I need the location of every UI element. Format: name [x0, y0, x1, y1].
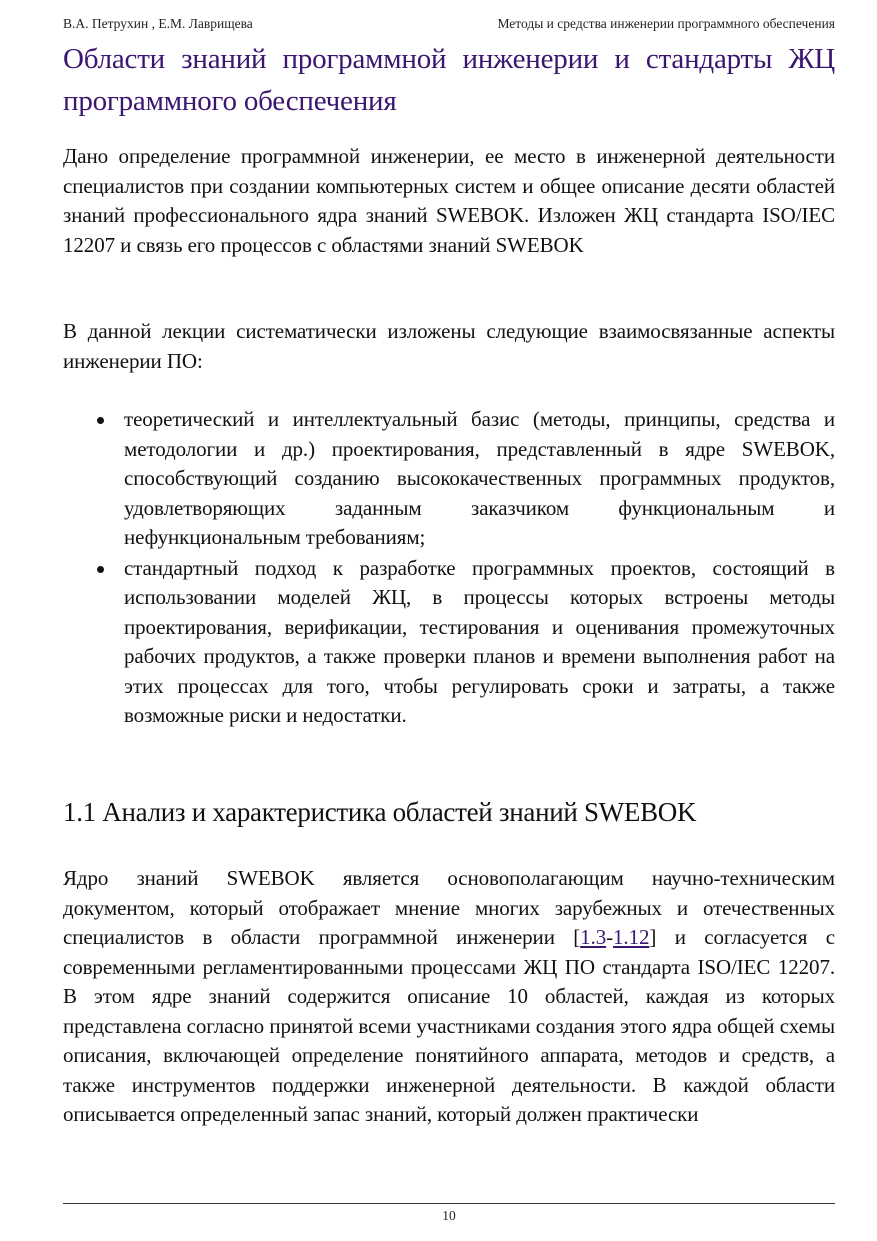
header-authors: В.А. Петрухин , Е.М. Лаврищева — [63, 16, 253, 31]
section-text-part-1: Ядро знаний SWEBOK является основополагающим научно-техническим документом, который отображает мнение многих зарубежных и отечественных специалистов в области программной инженерии [ — [63, 866, 835, 949]
chapter-title: Области знаний программной инженерии и стандарты ЖЦ программного обеспечения — [63, 43, 835, 117]
aspects-list — [63, 405, 835, 732]
footer-divider — [63, 1203, 835, 1204]
bullet-icon — [97, 566, 104, 573]
list-item — [63, 405, 835, 553]
header-course-title: Методы и средства инженерии программного обеспечения — [497, 16, 835, 31]
section-text-part-2: ] и согласуется с современными регламентированными процессами ЖЦ ПО стандарта ISO/IEC 12207. В этом ядре знаний содержится описание 10 областей, каждая из которых представлена согласно принятой всеми участниками создания этого ядра общей схемы описания, включающей определение понятийного аппарата, методов и средств, а также инструментов поддержки инженерной деятельности. В каждой области описывается определенный запас знаний, который должен практически — [63, 925, 835, 1126]
list-item-text: теоретический и интеллектуальный базис (методы, принципы, средства и методологии и др.) проектирования, представленный в ядре SWEBOK, способствующий созданию высококачественных программных продуктов, удовлетворяющих заданным заказчиком функциональным и нефункциональным требованиям; — [124, 407, 835, 549]
section-paragraph — [63, 864, 835, 1130]
reference-dash: - — [606, 925, 614, 949]
document-page — [63, 0, 835, 1241]
reference-link-end[interactable]: 1.12 — [613, 925, 650, 949]
abstract-paragraph: Дано определение программной инженерии, ее место в инженерной деятельности специалистов при создании компьютерных систем и общее описание десяти областей знаний профессионального ядра знаний SWEBOK. Изложен ЖЦ стандарта ISO/IEC 12207 и связь его процессов с областями знаний SWEBOK — [63, 144, 835, 257]
section-heading: 1.1 Анализ и характеристика областей знаний SWEBOK — [63, 797, 697, 827]
list-item — [63, 554, 835, 731]
bullet-icon — [97, 417, 104, 424]
page-number: 10 — [442, 1208, 456, 1223]
reference-link-start[interactable]: 1.3 — [580, 925, 607, 949]
intro-paragraph: В данной лекции систематически изложены следующие взаимосвязанные аспекты инженерии ПО: — [63, 319, 835, 373]
list-item-text: стандартный подход к разработке программных проектов, состоящий в использовании моделей ЖЦ, в процессы которых встроены методы проектирования, верификации, тестирования и оценивания промежуточных рабочих продуктов, а также проверки планов и времени выполнения работ на этих процессах для того, чтобы регулировать сроки и затраты, а также возможные риски и недостатки. — [124, 555, 835, 727]
